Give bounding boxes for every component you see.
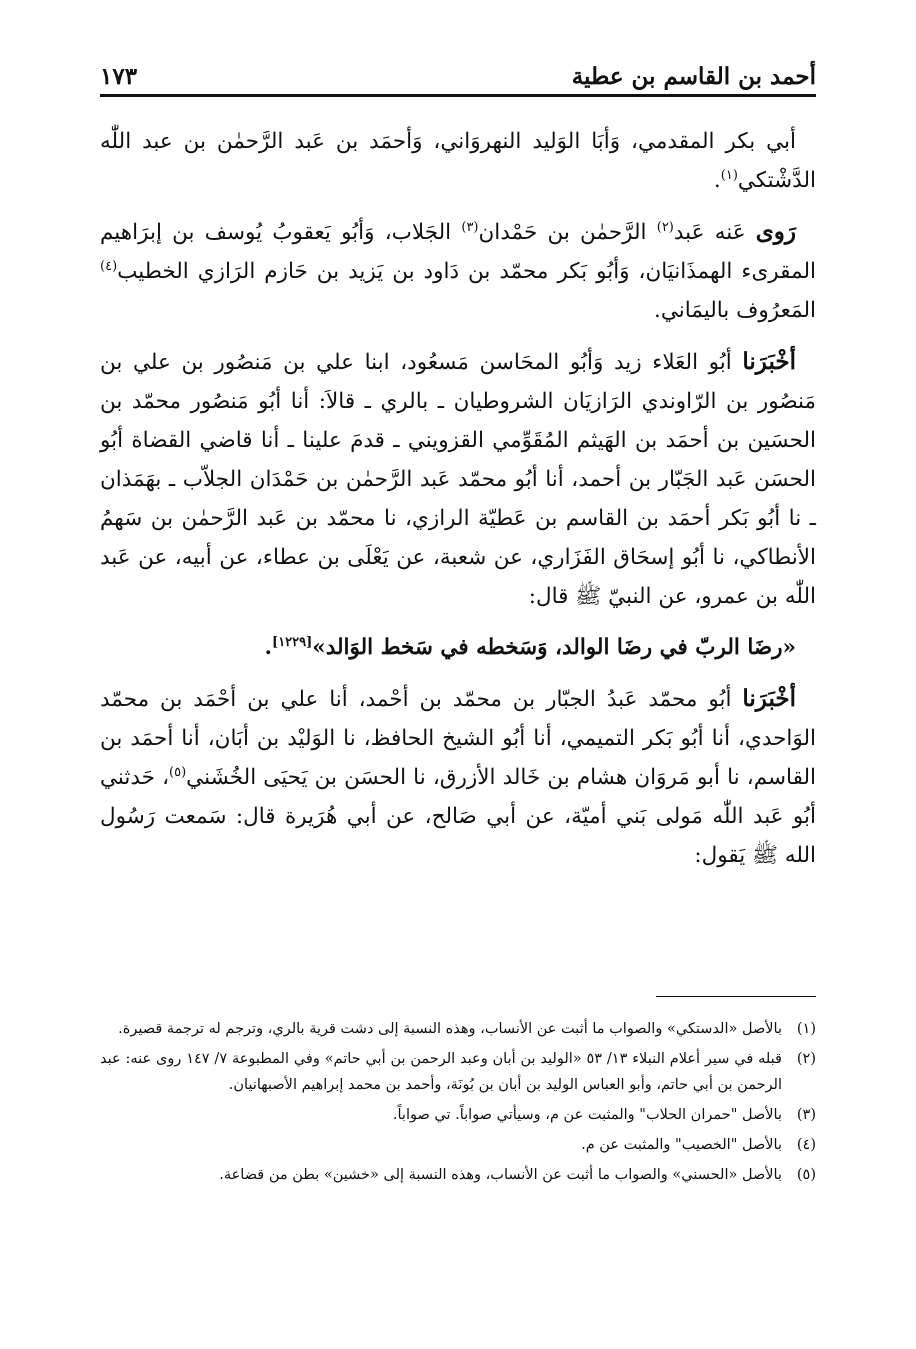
paragraph-lead-word: أخْبَرَنا bbox=[742, 685, 796, 712]
footnote-marker: (١) bbox=[720, 167, 738, 183]
paragraph-text: أبي بكر المقدمي، وَأبَا الوَليد النهروَاني، وَأحمَد بن عَبد الرَّحمٰن بن عبد اللّٰه الدَّشْتكي bbox=[100, 129, 816, 193]
page-number: ١٧٣ bbox=[100, 63, 138, 90]
running-title: أحمد بن القاسم بن عطية bbox=[571, 63, 816, 90]
hadith-tail: . bbox=[264, 635, 273, 660]
footnote-number: (٣) bbox=[796, 1107, 816, 1123]
footnote-number: (٢) bbox=[796, 1051, 816, 1067]
main-text bbox=[100, 122, 816, 887]
paragraph-text: ، حَدثني أبُو عَبد اللّٰه مَولى بَني أميّة، عن أبي صَالح، عن أبي هُرَيرة قال: سَمعت رَسُول الله ﷺ يَقول: bbox=[100, 765, 816, 868]
paragraph-tail: . bbox=[713, 168, 721, 193]
paragraph-3 bbox=[100, 342, 816, 616]
paragraph-1 bbox=[100, 122, 816, 200]
footnote-item bbox=[100, 1046, 816, 1098]
hadith-quote: «رضَا الربّ في رضَا الوالد، وَسَخطه في سَخط الوَالد» bbox=[312, 635, 796, 660]
footnote-number: (١) bbox=[796, 1021, 816, 1037]
hadith-reference: [١٢٢٩] bbox=[272, 634, 313, 650]
footnote-item bbox=[100, 1016, 816, 1042]
paragraph-5 bbox=[100, 679, 816, 875]
footnote-number: (٥) bbox=[796, 1167, 816, 1183]
footnote-item bbox=[100, 1162, 816, 1188]
footnote-marker: (٤) bbox=[100, 258, 118, 274]
footnote-marker: (٥) bbox=[169, 764, 187, 780]
footnote-item bbox=[100, 1132, 816, 1158]
footnote-item bbox=[100, 1102, 816, 1128]
paragraph-lead-word: رَوى bbox=[755, 218, 796, 245]
paragraph-text: الجَلاب، وَأبُو يَعقوبُ يُوسف بن إبرَاهيم المقرىء الهمذَانيَان، وَأبُو بَكر محمّد بن دَاود بن يَزيد بن حَازم الرَازي الخطيب bbox=[100, 220, 816, 284]
footnote-text: قبله في سير أعلام النبلاء ١٣/ ٥٣ «الوليد بن أبان وعبد الرحمن بن أبي حاتم» وفي المطبوعة ٧/ ١٤٧ روى عنه: عبد الرحمن بن أبي حاتم، وأبو العباس الوليد بن أبان بن بُونَة، وأحمد بن محمد إبراهيم الأصبهانيان. bbox=[100, 1051, 782, 1093]
page-header bbox=[100, 54, 816, 97]
paragraph-text: عَنه عَبد bbox=[673, 220, 756, 245]
footnote-text: بالأصل «الدستكي» والصواب ما أثبت عن الأنساب، وهذه النسبة إلى دشت قرية بالري، وترجم له ترجمة قصيرة. bbox=[118, 1021, 782, 1037]
paragraph-text: أبُو محمّد عَبدُ الجبّار بن محمّد بن أحْمد، أنا علي بن أحْمَد بن محمّد الوَاحدي، أنا أبُو بَكر التميمي، أنا أبُو الشيخ الحافظ، نا الوَليْد بن أبَان، أنا أحمَد بن القاسم، نا أبو مَروَان هشام بن خَالد الأزرق، نا الحسَن بن يَحيَى الخُشَني bbox=[100, 687, 816, 790]
hadith-text bbox=[100, 628, 816, 667]
footnote-text: بالأصل "الخصيب" والمثبت عن م. bbox=[581, 1137, 782, 1153]
footnote-marker: (٢) bbox=[656, 219, 674, 235]
footnote-divider bbox=[656, 996, 816, 997]
paragraph-lead-word: أخْبَرَنا bbox=[742, 348, 796, 375]
paragraph-text: الرَّحمٰن بن حَمْدان bbox=[478, 220, 657, 245]
footnote-marker: (٣) bbox=[461, 219, 479, 235]
paragraph-2 bbox=[100, 212, 816, 330]
paragraph-text: المَعرُوف باليمَاني. bbox=[654, 298, 816, 323]
footnote-number: (٤) bbox=[796, 1137, 816, 1153]
footnote-text: بالأصل «الحسني» والصواب ما أثبت عن الأنساب، وهذه النسبة إلى «خشين» بطن من قضاعة. bbox=[219, 1167, 782, 1183]
footnote-text: بالأصل "حمران الحلاب" والمثبت عن م، وسيأتي صواباً. تي صواباً. bbox=[392, 1107, 782, 1123]
footnotes bbox=[100, 1016, 816, 1192]
paragraph-text: أبُو العَلاء زيد وَأبُو المحَاسن مَسعُود، ابنا علي بن مَنصُور بن علي بن مَنصُور بن الرّاوندي الرَازيَان الشروطيان ـ بالري ـ قالاَ: أنا أبُو مَنصُور محمّد بن الحسَين بن أحمَد بن الهَيثم المُقَوِّمي القزويني ـ قدمَ علينا ـ أنا قاضي القضاة أبُو الحسَن عَبد الجَبّار بن أحمد، أنا أبُو محمّد عَبد الرَّحمٰن بن حَمْدَان الجلاّب ـ بهَمَذان ـ نا أبُو بَكر أحمَد بن القاسم بن عَطيّة الرازي، نا محمّد بن عَبد الرَّحمٰن بن سَهمُ الأنطاكي، نا أبُو إسحَاق الفَزَاري، عن شعبة، عن يَعْلَى بن عطاء، عن أبيه، عن عَبد اللّٰه بن عمرو، عن النبيّ ﷺ قال: bbox=[100, 350, 816, 609]
